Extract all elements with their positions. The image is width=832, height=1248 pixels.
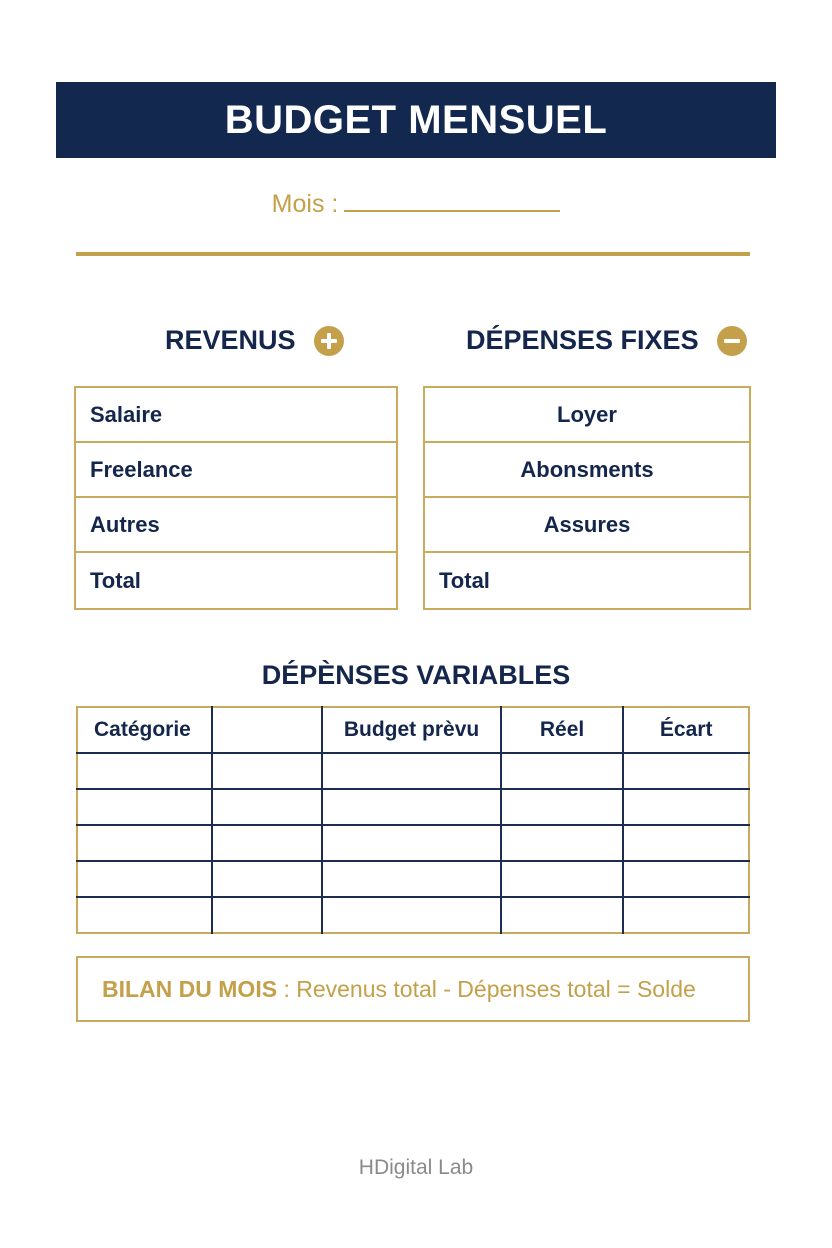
table-header-row	[77, 707, 749, 753]
table-cell[interactable]	[501, 825, 624, 861]
depenses-fixes-row[interactable]: Abonsments	[425, 443, 749, 498]
depenses-variables-table	[76, 706, 750, 934]
column-header: Catégorie	[77, 707, 212, 753]
depenses-fixes-table	[423, 386, 751, 610]
column-header: Budget prèvu	[322, 707, 500, 753]
depenses-fixes-row[interactable]: Assures	[425, 498, 749, 553]
page-title: BUDGET MENSUEL	[224, 97, 608, 142]
table-cell[interactable]	[501, 753, 624, 789]
table-cell[interactable]	[322, 753, 500, 789]
table-cell[interactable]	[501, 861, 624, 897]
table-cell[interactable]	[623, 789, 749, 825]
table-cell[interactable]	[212, 789, 322, 825]
table-cell[interactable]	[322, 789, 500, 825]
gold-divider	[76, 252, 750, 256]
depenses-variables-title: DÉPÈNSES VARIABLES	[261, 660, 571, 690]
revenus-table	[74, 386, 398, 610]
month-label: Mois :	[271, 190, 339, 218]
table-cell[interactable]	[212, 753, 322, 789]
table-cell[interactable]	[77, 825, 212, 861]
table-row	[77, 753, 749, 789]
depenses-fixes-heading	[466, 325, 747, 356]
table-cell[interactable]	[501, 789, 624, 825]
table-cell[interactable]	[322, 861, 500, 897]
table-cell[interactable]	[322, 897, 500, 933]
table-cell[interactable]	[212, 825, 322, 861]
table-cell[interactable]	[623, 861, 749, 897]
table-row	[77, 861, 749, 897]
table-cell[interactable]	[77, 861, 212, 897]
table-cell[interactable]	[212, 861, 322, 897]
revenus-heading	[165, 325, 344, 356]
table-row	[77, 825, 749, 861]
month-blank-line[interactable]	[344, 188, 560, 212]
column-header	[212, 707, 322, 753]
column-header: Réel	[501, 707, 624, 753]
revenus-row[interactable]: Freelance	[76, 443, 396, 498]
depenses-fixes-total-row[interactable]: Total	[439, 567, 490, 593]
depenses-fixes-row[interactable]: Loyer	[425, 388, 749, 443]
table-cell[interactable]	[212, 897, 322, 933]
table-cell[interactable]	[501, 897, 624, 933]
month-field	[0, 188, 832, 219]
table-cell[interactable]	[77, 753, 212, 789]
plus-circle-icon	[314, 326, 344, 356]
table-row	[77, 897, 749, 933]
table-cell[interactable]	[77, 897, 212, 933]
revenus-row[interactable]: Salaire	[76, 388, 396, 443]
revenus-title: REVENUS	[165, 325, 296, 355]
table-cell[interactable]	[77, 789, 212, 825]
bilan-box	[76, 956, 750, 1022]
title-banner	[56, 82, 776, 158]
revenus-total-row[interactable]: Total	[90, 567, 141, 593]
bilan-formula: : Revenus total - Dépenses total = Solde	[283, 975, 696, 1002]
minus-circle-icon	[717, 326, 747, 356]
table-row	[77, 789, 749, 825]
table-cell[interactable]	[322, 825, 500, 861]
table-cell[interactable]	[623, 825, 749, 861]
footer-brand: HDigital Lab	[358, 1156, 474, 1179]
table-cell[interactable]	[623, 897, 749, 933]
table-cell[interactable]	[623, 753, 749, 789]
depenses-fixes-title: DÉPENSES FIXES	[466, 325, 699, 355]
bilan-label: BILAN DU MOIS	[102, 975, 278, 1002]
revenus-row[interactable]: Autres	[76, 498, 396, 553]
column-header: Écart	[623, 707, 749, 753]
